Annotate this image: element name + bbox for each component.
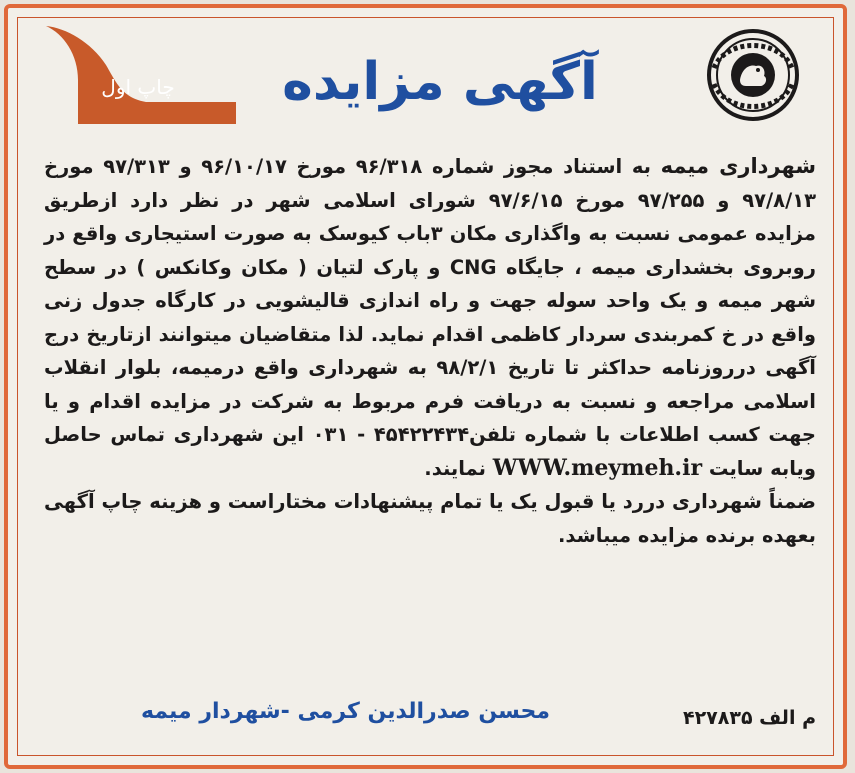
website-link[interactable]: WWW.meymeh.ir <box>492 454 703 481</box>
signature: محسن صدرالدین کرمی -شهردار میمه <box>140 699 550 724</box>
notice-paragraph-text: به استناد مجوز شماره ۹۶/۳۱۸ مورخ ۹۶/۱۰/۱۷ و ۹۷/۳۱۳ مورخ ۹۷/۸/۱۳ و ۹۷/۲۵۵ مورخ ۹۷/۶/۱۵ شورای اسلامی شهر در نظر دارد ازطریق مزایده عمومی نسبت به واگذاری مکان ۳باب کیوسک به صورت استیجاری واقع در روبروی بخشداری میمه ، جایگاه CNG و پارک لتیان ( مکان وکانکس ) در سطح شهر میمه و یک واحد سوله جهت و راه اندازی قالیشویی در کارگاه جدول زنی واقع در خ کمربندی سردار کاظمی اقدام نماید. لذا متقاضیان میتوانند ازتاریخ درج آگهی درروزنامه حداکثر تا تاریخ ۹۸/۲/۱ به شهرداری واقع درمیمه، بلوار انقلاب اسلامی مراجعه و نسبت به دریافت فرم مربوط به شرکت در مزایده اقدام و یا جهت کسب اطلاعات با شماره تلفن۴۵۴۲۲۴۳۴ - ۰۳۱ این شهرداری تماس حاصل ویابه سایت <box>44 155 817 480</box>
notice-paragraph-end: نمایند. <box>424 456 493 480</box>
reference-number: م الف ۴۲۷۸۳۵ <box>682 707 816 729</box>
municipal-emblem-icon <box>706 28 800 122</box>
edition-badge: چاپ اول <box>101 75 175 99</box>
notice-paragraph-note: ضمناً شهرداری دررد یا قبول یک یا تمام پیشنهادات مختاراست و هزینه چاپ آگهی بعهده برنده مزایده میباشد. <box>44 490 816 547</box>
notice-body <box>44 150 816 690</box>
page-title: آگهی مزایده <box>282 52 598 112</box>
notice-lead: شهرداری میمه <box>660 154 817 178</box>
notice-paragraph-main <box>44 150 816 485</box>
